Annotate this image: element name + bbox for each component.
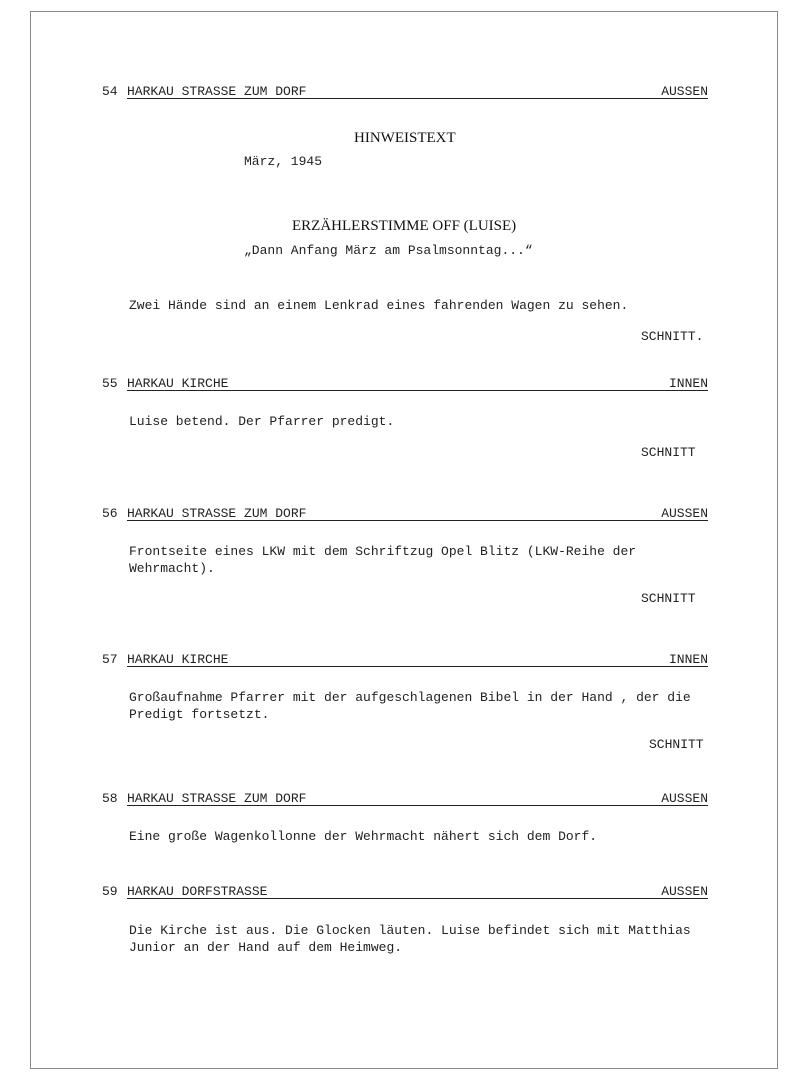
scene-number: 58 — [102, 791, 118, 806]
scene-location: HARKAU STRASSE ZUM DORF — [127, 506, 307, 521]
scene-int-ext: AUSSEN — [661, 791, 708, 806]
scene-heading-line — [127, 83, 708, 99]
scene-heading-line — [127, 790, 708, 806]
action-text: Frontseite eines LKW mit dem Schriftzug Opel Blitz (LKW-Reihe der Wehrmacht). — [129, 544, 637, 576]
scene-heading-line — [127, 651, 708, 667]
action-text: Luise betend. Der Pfarrer predigt. — [129, 414, 395, 429]
scene-location: HARKAU STRASSE ZUM DORF — [127, 84, 307, 99]
scene-heading — [102, 883, 708, 900]
transition: SCHNITT — [641, 445, 696, 460]
scene-heading — [102, 790, 708, 807]
scene-heading — [102, 83, 708, 100]
transition: SCHNITT. — [641, 329, 704, 344]
scene-number: 57 — [102, 652, 118, 667]
scene-int-ext: INNEN — [668, 652, 708, 667]
action-text: Eine große Wagenkollonne der Wehrmacht nähert sich dem Dorf. — [129, 829, 598, 844]
scene-int-ext: AUSSEN — [661, 84, 708, 99]
scene-heading — [102, 375, 708, 392]
dialogue-hint: März, 1945 — [244, 154, 323, 169]
scene-location: HARKAU STRASSE ZUM DORF — [127, 791, 307, 806]
scene-number: 54 — [102, 84, 118, 99]
transition: SCHNITT — [641, 591, 696, 606]
transition: SCHNITT — [649, 737, 704, 752]
scene-number: 55 — [102, 376, 118, 391]
scene-heading-line — [127, 375, 708, 391]
scene-heading — [102, 505, 708, 522]
scene-heading-line — [127, 883, 708, 899]
scene-number: 59 — [102, 884, 118, 899]
action-text: Zwei Hände sind an einem Lenkrad eines fahrenden Wagen zu sehen. — [129, 298, 629, 313]
action-text: Großaufnahme Pfarrer mit der aufgeschlagenen Bibel in der Hand , der die Predigt fortsetzt. — [129, 690, 691, 722]
scene-int-ext: INNEN — [668, 376, 708, 391]
scene-number: 56 — [102, 506, 118, 521]
scene-heading-line — [127, 505, 708, 521]
action-text: Die Kirche ist aus. Die Glocken läuten. Luise befindet sich mit Matthias Junior an der Hand auf dem Heimweg. — [129, 923, 691, 955]
dialogue-narrator: „Dann Anfang März am Psalmsonntag...“ — [244, 243, 533, 258]
scene-int-ext: AUSSEN — [661, 506, 708, 521]
character-name-narrator: ERZÄHLERSTIMME OFF (LUISE) — [292, 218, 517, 234]
character-name-hint: HINWEISTEXT — [354, 130, 456, 146]
scene-location: HARKAU KIRCHE — [127, 652, 229, 667]
scene-location: HARKAU KIRCHE — [127, 376, 229, 391]
scene-location: HARKAU DORFSTRASSE — [127, 884, 268, 899]
scene-heading — [102, 651, 708, 668]
script-page — [30, 11, 778, 1069]
scene-int-ext: AUSSEN — [661, 884, 708, 899]
